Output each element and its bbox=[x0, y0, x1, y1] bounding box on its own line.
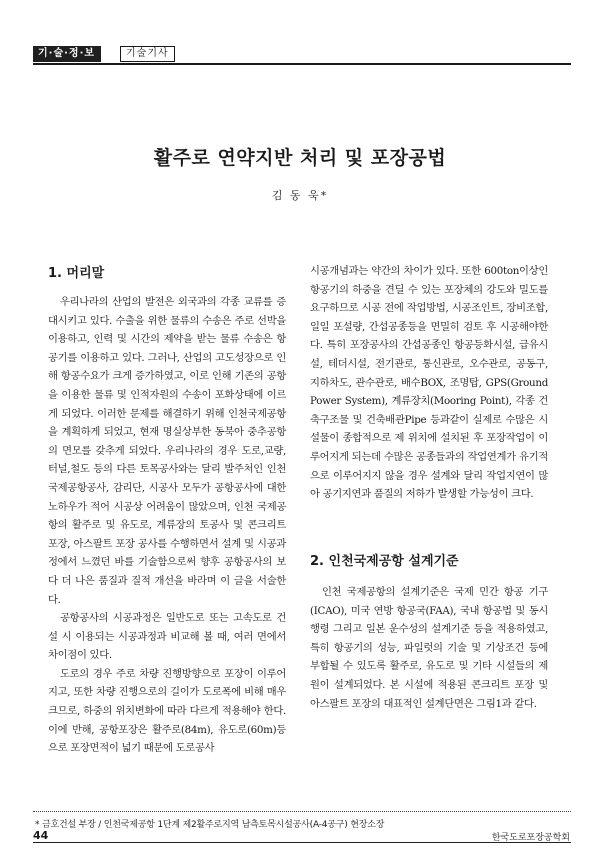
section-heading-1: 1. 머리말 bbox=[48, 266, 105, 281]
right-column-bottom bbox=[310, 583, 548, 713]
footnote-divider bbox=[33, 811, 571, 813]
page-number: 44 bbox=[33, 829, 49, 842]
right-column-top bbox=[310, 262, 548, 504]
footnote: * 금호건설 부장 / 인천국제공항 1단계 제2활주로지역 남측토목시설공사(A-4공구) 현장소장 bbox=[35, 820, 385, 830]
article-author: 김 동 욱* bbox=[271, 189, 329, 202]
paragraph: 공항공사의 시공과정은 일반도로 또는 고속도로 건설 시 이용되는 시공과정과 비교해 볼 때, 여러 면에서 차이점이 있다. bbox=[48, 612, 286, 662]
header-bar bbox=[33, 46, 571, 65]
left-column bbox=[48, 293, 286, 758]
footer-divider bbox=[33, 842, 571, 843]
section-heading-2: 2. 인천국제공항 설계기준 bbox=[310, 554, 459, 569]
article-title: 활주로 연약지반 처리 및 포장공법 bbox=[153, 147, 447, 169]
paragraph: 시공개념과는 약간의 차이가 있다. 또한 600ton이상인 항공기의 하중을 견딜 수 있는 포장체의 강도와 밀도를 요구하므로 시공 전에 작업방법, 시공조인트, 장비조합, 일일 포설량, 간섭공종등을 면밀히 검토 후 시공해야한다. 특히 포장공사의 간섭공종인 항공등화시설, 급유시설, 테더시설, 전기관로, 통신관로, 오수관로, 공동구, 지하차도, 관수관로, 배수BOX, 조명탑, GPS(Ground Power System), 계류장치(Mooring Point), 각종 건축구조물 및 건축배관Pipe 등과같이 실제로 수많은 시설물이 종합적으로 제 위치에 설치된 후 포장작업이 이루어지게 되는데 수많은 공종들과의 작업연계가 유기적으로 이루어지지 않을 경우 설계와 달리 작업지연이 많아 공기지연과 품질의 저하가 발생할 가능성이 크다. bbox=[310, 265, 548, 501]
paragraph: 인천 국제공항의 설계기준은 국제 민간 항공 기구(ICAO), 미국 연방 항공국(FAA), 국내 항공법 및 동시행령 그리고 일본 운수성의 설계기준 등을 적용하였고, 특히 항공기의 성능, 파일럿의 기술 및 기상조건 등에 부합될 수 있도록 활주로, 유도로 및 기타 시설들의 제원이 설계되었다. 본 시설에 적용된 콘크리트 포장 및 아스팔트 포장의 대표적인 설계단면은 그림1과 같다. bbox=[310, 586, 548, 710]
section-subtag: 기술기사 bbox=[120, 46, 175, 62]
publisher-name: 한국도로포장공학회 bbox=[491, 833, 570, 843]
section-tag: 기·술·정·보 bbox=[33, 46, 101, 62]
paragraph: 우리나라의 산업의 발전은 외국과의 각종 교류를 증대시키고 있다. 수출을 위한 물류의 수송은 주로 선박을 이용하고, 인력 및 시간의 제약을 받는 물류 수송은 항공기를 이용하고 있다. 그러나, 산업의 고도성장으로 인해 항공수요가 크게 증가하였고, 이로 인해 기존의 공항을 이용한 물류 및 인적자원의 수송이 포화상태에 이르게 되었다. 이러한 문제를 해결하기 위해 인천국제공항을 계획하게 되었고, 현재 명실상부한 동북아 중추공항의 면모를 갖추게 되었다. 우리나라의 경우 도로,교량,터널,철도 등의 다른 토목공사와는 달리 발주처인 인천국제공항공사, 감리단, 시공사 모두가 공항공사에 대한 노하우가 적어 시공상 어려움이 많았으며, 인천 국제공항의 활주로 및 유도로, 계류장의 토공사 및 콘크리트 포장, 아스팔트 포장 공사를 수행하면서 설계 및 시공과정에서 느꼈던 바를 기술함으로써 향후 공항공사의 보다 더 나은 품질과 질적 개선을 바라며 이 글을 서술한다. bbox=[48, 296, 286, 606]
paragraph: 도로의 경우 주로 차량 진행방향으로 포장이 이루어지고, 또한 차량 진행으로의 길이가 도로폭에 비해 매우 크므로, 하중의 위치변화에 따라 다르게 적용해야 한다. 이에 반해, 공항포장은 활주로(84m), 유도로(60m)등으로 포장면적이 넓기 때문에 도로공사 bbox=[48, 667, 286, 755]
